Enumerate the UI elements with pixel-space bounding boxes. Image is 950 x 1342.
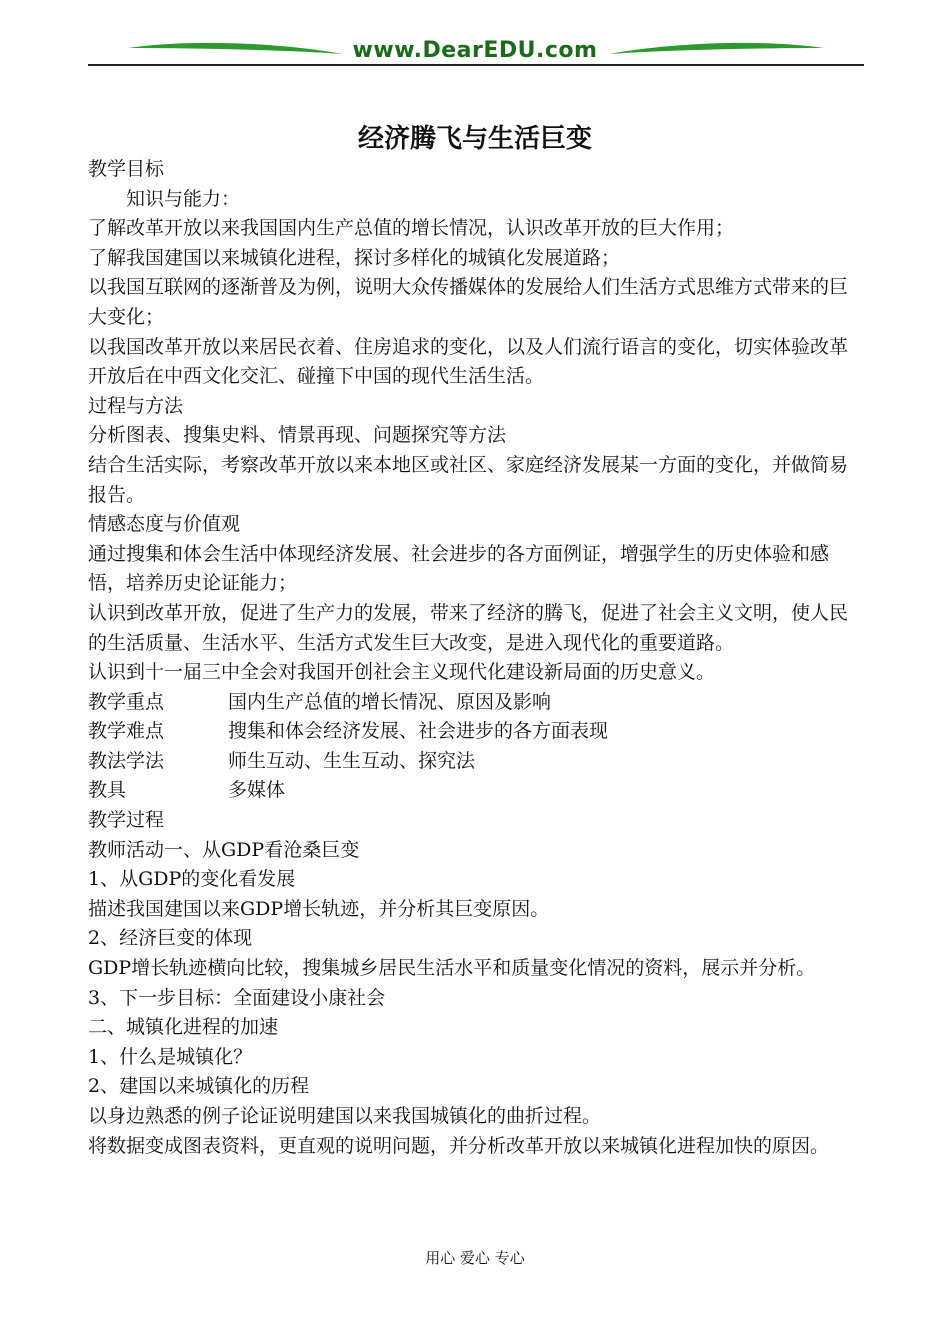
paragraph: 教师活动一、从GDP看沧桑巨变: [88, 838, 360, 861]
paragraph: 认识到改革开放，促进了生产力的发展，带来了经济的腾飞，促进了社会主义文明，使人民的生活质量、生活水平、生活方式发生巨大改变，是进入现代化的重要道路。: [88, 601, 849, 654]
header-rule: [88, 64, 864, 66]
kv-label: 教学难点: [88, 720, 165, 743]
paragraph: 1、什么是城镇化？: [88, 1045, 253, 1068]
section-heading: 教学过程: [88, 809, 165, 832]
kv-value: 国内生产总值的增长情况、原因及影响: [228, 690, 552, 713]
document-title: 经济腾飞与生活巨变: [357, 124, 592, 154]
paragraph: 了解我国建国以来城镇化进程，探讨多样化的城镇化发展道路；: [88, 246, 621, 269]
paragraph: 将数据变成图表资料，更直观的说明问题，并分析改革开放以来城镇化进程加快的原因。: [88, 1134, 830, 1157]
paragraph: 结合生活实际，考察改革开放以来本地区或社区、家庭经济发展某一方面的变化，并做简易报告。: [88, 453, 849, 506]
key-value-row: [88, 717, 864, 747]
paragraph: 通过搜集和体会生活中体现经济发展、社会进步的各方面例证，增强学生的历史体验和感悟，培养历史论证能力；: [88, 542, 830, 595]
paragraph: 2、建国以来城镇化的历程: [88, 1075, 310, 1098]
paragraph: GDP增长轨迹横向比较，搜集城乡居民生活水平和质量变化情况的资料，展示并分析。: [88, 957, 816, 980]
paragraph: 以身边熟悉的例子论证说明建国以来我国城镇化的曲折过程。: [88, 1105, 602, 1127]
paragraph: 认识到十一届三中全会对我国开创社会主义现代化建设新局面的历史意义。: [88, 661, 716, 684]
paragraph: 描述我国建国以来GDP增长轨迹，并分析其巨变原因。: [88, 897, 550, 920]
key-value-row: [88, 747, 864, 777]
document-body: [88, 155, 864, 1161]
paragraph: 以我国改革开放以来居民衣着、住房追求的变化，以及人们流行语言的变化，切实体验改革开放后在中西文化交汇、碰撞下中国的现代生活生活。: [88, 335, 849, 388]
kv-value: 师生互动、生生互动、探究法: [228, 749, 476, 772]
paragraph: 1、从GDP的变化看发展: [88, 868, 296, 891]
section-heading: 过程与方法: [88, 394, 184, 417]
kv-label: 教具: [88, 779, 127, 802]
paragraph: 了解改革开放以来我国国内生产总值的增长情况，认识改革开放的巨大作用；: [88, 217, 735, 240]
section-heading: 教学目标: [88, 158, 165, 180]
paragraph: 分析图表、搜集史料、情景再现、问题探究等方法: [88, 424, 507, 447]
paragraph: 以我国互联网的逐渐普及为例，说明大众传播媒体的发展给人们生活方式思维方式带来的巨大变化；: [88, 276, 849, 328]
kv-label: 教法学法: [88, 749, 165, 772]
kv-value: 搜集和体会经济发展、社会进步的各方面表现: [228, 720, 609, 743]
page-footer: 用心 爱心 专心: [425, 1249, 525, 1267]
key-value-row: [88, 776, 864, 806]
kv-value: 多媒体: [228, 779, 286, 802]
section-heading: 情感态度与价值观: [88, 513, 241, 536]
paragraph: 2、经济巨变的体现: [88, 927, 253, 950]
subsection-heading: 知识与能力：: [126, 187, 241, 210]
paragraph: 二、城镇化进程的加速: [88, 1016, 279, 1039]
paragraph: 3、下一步目标：全面建设小康社会: [88, 986, 386, 1009]
site-logo-text: www.DearEDU.com: [352, 38, 598, 63]
key-value-row: [88, 688, 864, 718]
kv-label: 教学重点: [88, 690, 165, 713]
